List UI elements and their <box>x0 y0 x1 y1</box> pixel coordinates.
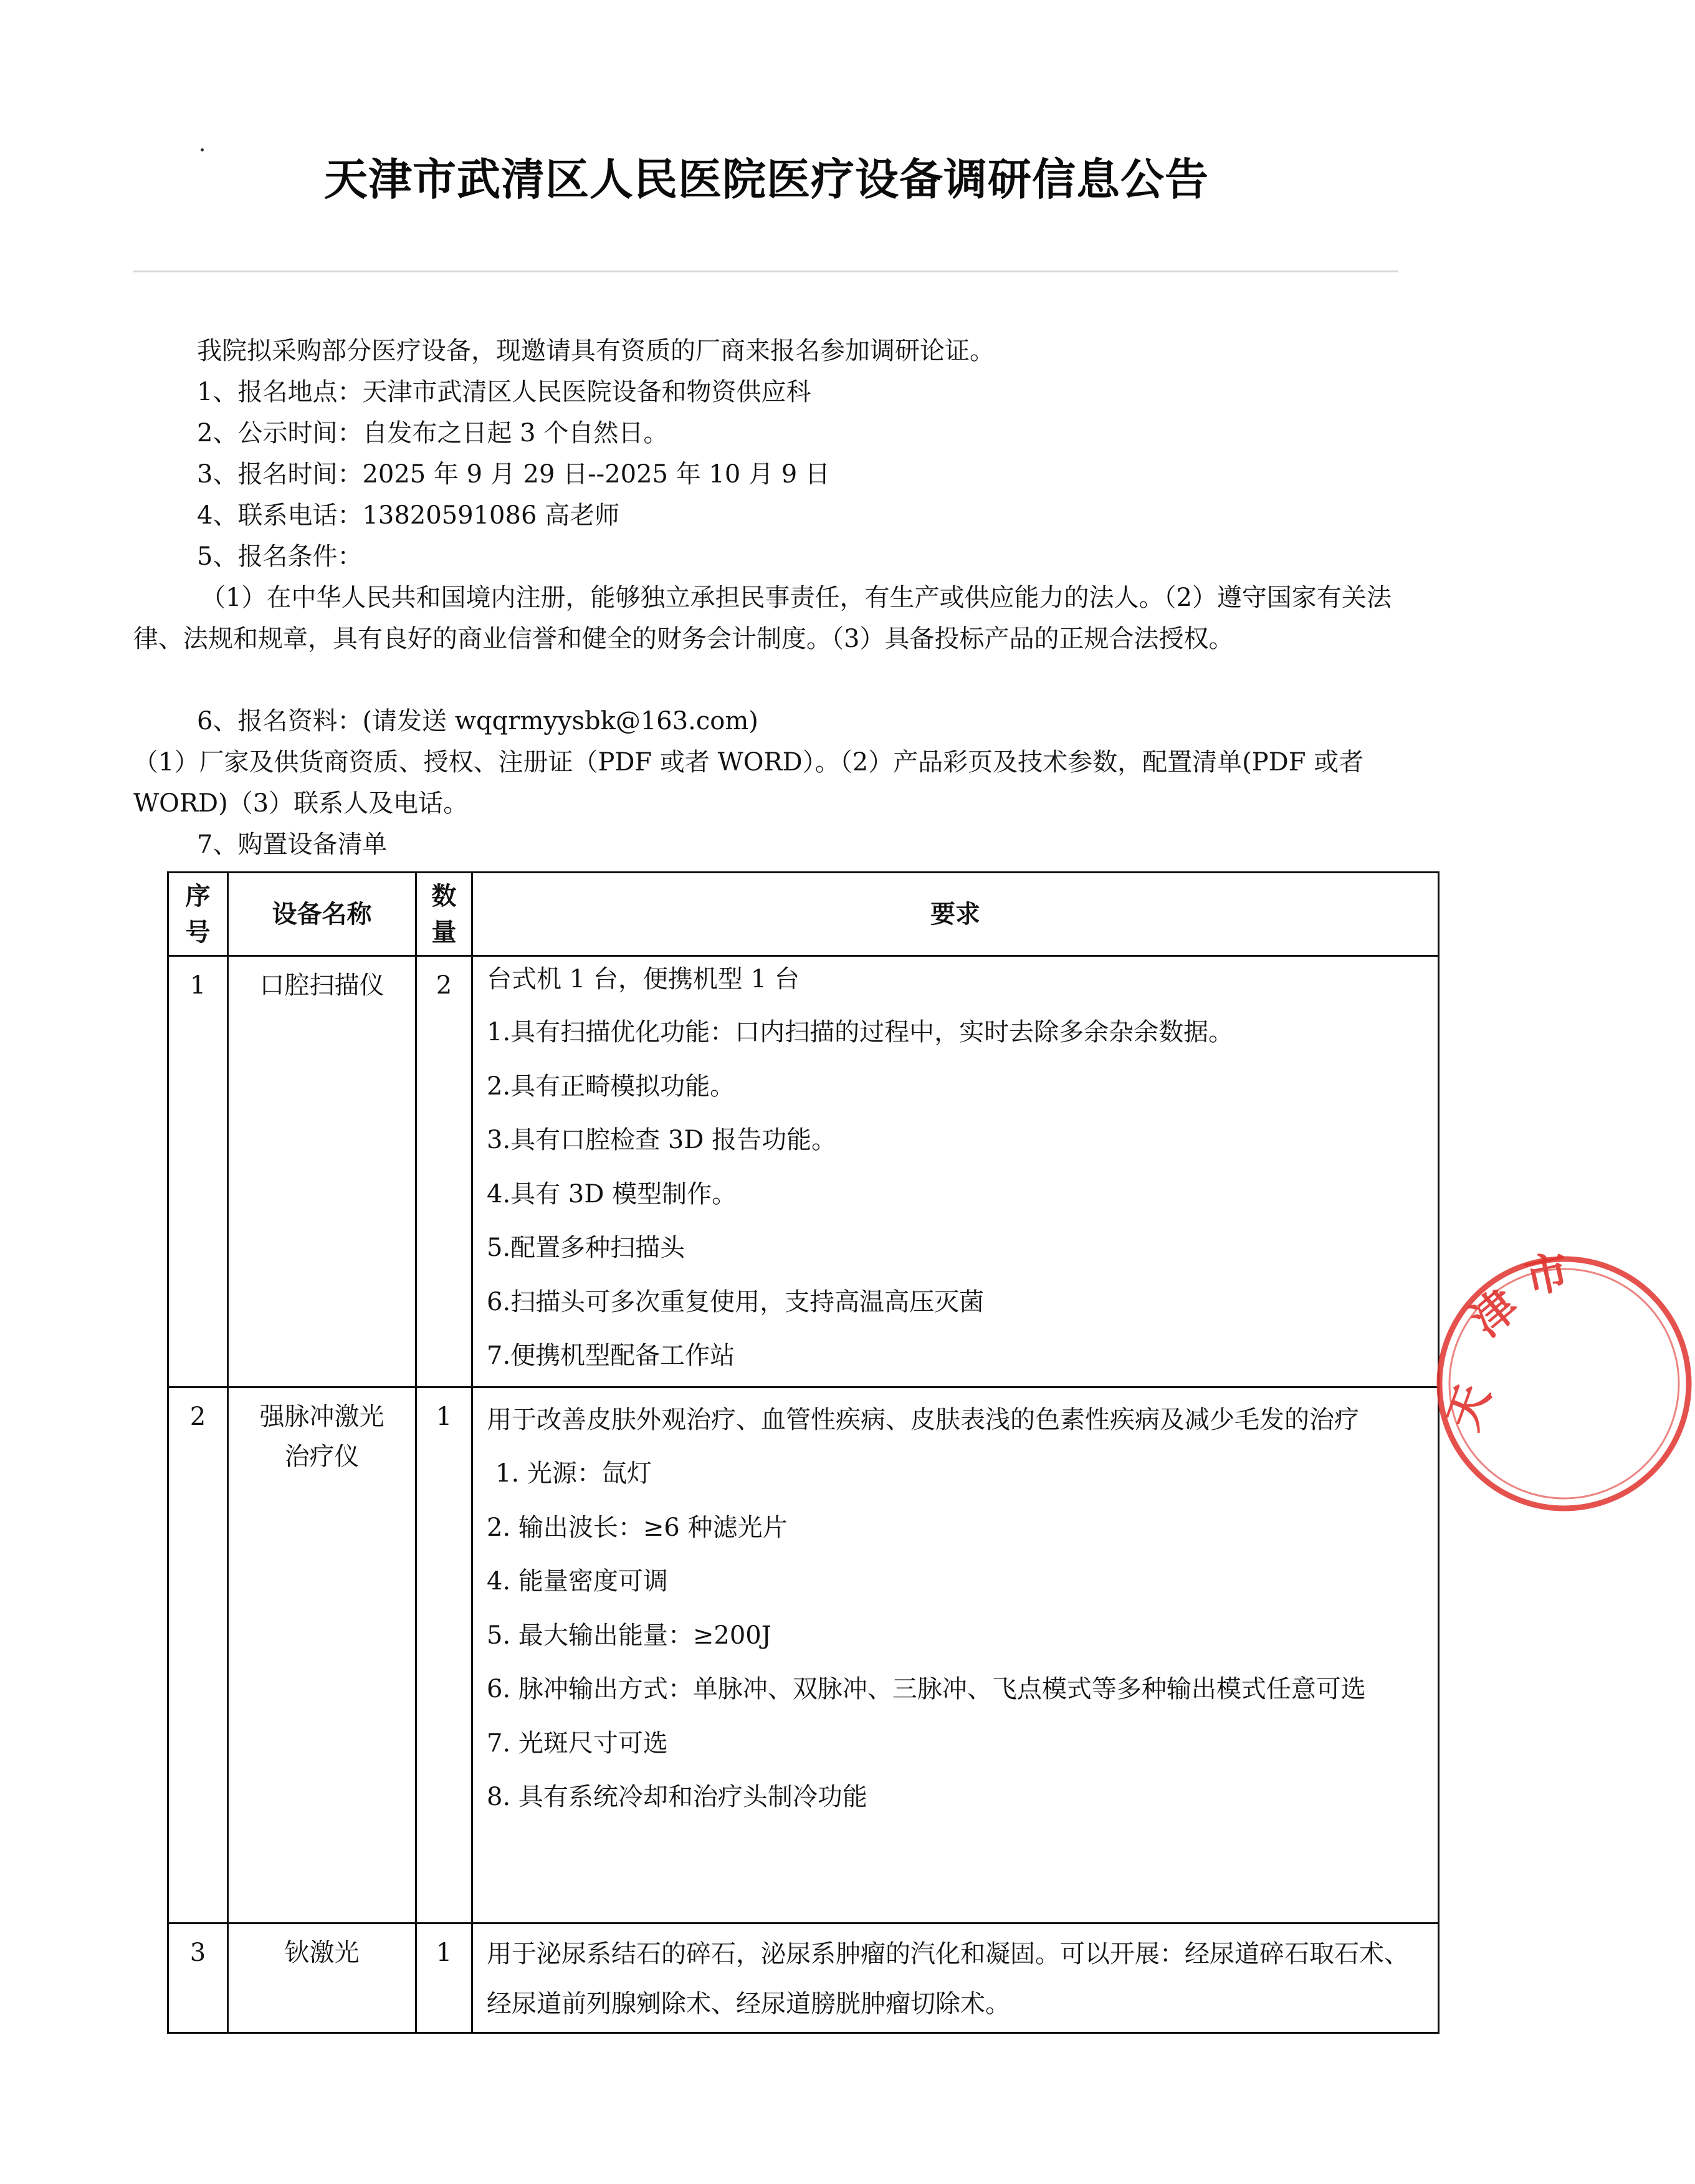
header-qty: 数量 <box>416 873 472 956</box>
req-line: 8. 具有系统冷却和治疗头制冷功能 <box>487 1783 867 1811</box>
intro-paragraph: 我院拟采购部分医疗设备，现邀请具有资质的厂商来报名参加调研论证。 <box>197 337 995 365</box>
item-conditions-title: 5、报名条件： <box>197 542 363 571</box>
title-divider <box>133 271 1398 272</box>
header-requirements: 要求 <box>472 873 1439 956</box>
row-no: 3 <box>168 1923 228 2033</box>
req-line: 3.具有口腔检查 3D 报告功能。 <box>487 1126 837 1154</box>
item-phone: 4、联系电话：13820591086 高老师 <box>197 501 620 530</box>
row-no: 2 <box>168 1387 228 1923</box>
row-qty: 1 <box>416 1923 472 2033</box>
req-line: 5.配置多种扫描头 <box>487 1233 685 1262</box>
req-intro: 用于泌尿系结石的碎石，泌尿系肿瘤的汽化和凝固。可以开展：经尿道碎石取石术、经尿道前列腺剜除术、经尿道膀胱肿瘤切除术。 <box>487 1940 1409 2018</box>
req-line: 2.具有正畸模拟功能。 <box>487 1071 735 1101</box>
page-title: 天津市武清区人民医院医疗设备调研信息公告 <box>324 154 1209 205</box>
req-intro: 用于改善皮肤外观治疗、血管性疾病、皮肤表浅的色素性疾病及减少毛发的治疗 <box>487 1406 1359 1434</box>
row-qty: 1 <box>416 1387 472 1923</box>
table-row <box>168 956 1439 1387</box>
header-no: 序号 <box>168 873 228 956</box>
table-header-row <box>168 873 1439 956</box>
svg-text:津: 津 <box>1461 1278 1528 1347</box>
svg-text:市: 市 <box>1520 1244 1573 1305</box>
item-location: 1、报名地点：天津市武清区人民医院设备和物资供应科 <box>197 378 811 406</box>
req-line: 6. 脉冲输出方式：单脉冲、双脉冲、三脉冲、飞点模式等多种输出模式任意可选 <box>487 1675 1366 1703</box>
table-row <box>168 1387 1439 1923</box>
row-name: 钬激光 <box>228 1923 416 2033</box>
item-materials-text: （1）厂家及供货商资质、授权、注册证（PDF 或者 WORD）。（2）产品彩页及技术参数，配置清单(PDF 或者 WORD)（3）联系人及电话。 <box>133 748 1364 818</box>
item-signup-time: 3、报名时间：2025 年 9 月 29 日--2025 年 10 月 9 日 <box>197 460 830 489</box>
row-no: 1 <box>168 956 228 1387</box>
req-line: 7.便携机型配备工作站 <box>487 1341 735 1370</box>
equipment-table <box>167 871 1440 2034</box>
item-conditions-text: （1）在中华人民共和国境内注册，能够独立承担民事责任，有生产或供应能力的法人。（2）遵守国家有关法律、法规和规章，具有良好的商业信誉和健全的财务会计制度。（3）具备投标产品的正规合法授权。 <box>133 583 1392 653</box>
table-row <box>168 1923 1439 2033</box>
req-line: 6.扫描头可多次重复使用，支持高温高压灭菌 <box>487 1287 985 1316</box>
row-requirements <box>472 1923 1439 2033</box>
req-line: 1.具有扫描优化功能：口内扫描的过程中，实时去除多余杂余数据。 <box>487 1018 1234 1046</box>
req-line: 4. 能量密度可调 <box>487 1567 668 1596</box>
req-line: 4.具有 3D 模型制作。 <box>487 1179 737 1209</box>
official-seal <box>1433 1222 1573 1546</box>
req-line: 1. 光源：氙灯 <box>495 1459 652 1488</box>
item-list-title: 7、购置设备清单 <box>197 830 388 859</box>
req-line: 5. 最大输出能量：≥200J <box>487 1621 771 1650</box>
item-period: 2、公示时间：自发布之日起 3 个自然日。 <box>197 419 669 448</box>
row-requirements <box>472 1387 1439 1923</box>
svg-text:天: 天 <box>1436 1377 1501 1437</box>
req-line: 台式机 1 台，便携机型 1 台 <box>487 965 800 994</box>
row-name: 口腔扫描仪 <box>228 956 416 1387</box>
row-name: 强脉冲激光治疗仪 <box>228 1387 416 1923</box>
req-line: 7. 光斑尺寸可选 <box>487 1728 668 1758</box>
row-requirements <box>472 956 1439 1387</box>
header-name: 设备名称 <box>228 873 416 956</box>
req-line: 2. 输出波长：≥6 种滤光片 <box>487 1513 788 1542</box>
row-qty: 2 <box>416 956 472 1387</box>
item-materials-title: 6、报名资料：(请发送 wqqrmyysbk@163.com) <box>197 707 758 735</box>
